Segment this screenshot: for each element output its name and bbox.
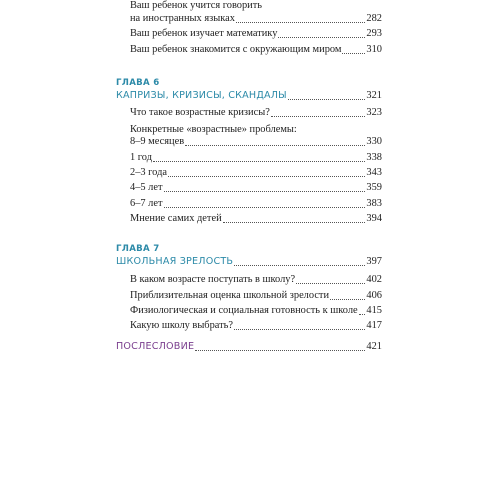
page-number: 310 <box>366 44 382 55</box>
toc-item-label: Какую школу выбрать? <box>130 320 234 331</box>
dot-leader <box>164 207 366 208</box>
dot-leader <box>236 22 366 23</box>
toc-entry[interactable] <box>130 213 382 225</box>
toc-item-label: Ваш ребенок знакомится с окружающим миром <box>130 44 342 55</box>
page-number: 415 <box>366 305 382 316</box>
dot-leader <box>195 350 365 351</box>
toc-entry[interactable] <box>130 136 382 148</box>
toc-item-label: 4–5 лет <box>130 182 163 193</box>
dot-leader <box>271 116 366 117</box>
toc-item-label: 2–3 года <box>130 167 167 178</box>
dot-leader <box>185 145 365 146</box>
toc-item-label: на иностранных языках <box>130 13 235 24</box>
dot-leader <box>153 161 365 162</box>
page-number: 321 <box>366 90 382 101</box>
toc-entry[interactable] <box>130 13 382 25</box>
page-number: 330 <box>366 136 382 147</box>
page-number: 293 <box>366 28 382 39</box>
toc-entry[interactable] <box>130 107 382 119</box>
toc-entry[interactable] <box>130 320 382 332</box>
toc-item-label: В каком возрасте поступать в школу? <box>130 274 296 285</box>
afterword-entry[interactable] <box>116 341 382 353</box>
toc-entry[interactable] <box>130 198 382 210</box>
page-number: 421 <box>366 341 382 352</box>
toc-item-label: 1 год <box>130 152 152 163</box>
dot-leader <box>168 176 365 177</box>
dot-leader <box>330 299 365 300</box>
toc-item-label: Физиологическая и социальная готовность к школе <box>130 305 358 316</box>
dot-leader <box>234 329 365 330</box>
toc-item-label: Приблизительная оценка школьной зрелости <box>130 290 330 301</box>
dot-leader <box>278 37 365 38</box>
page-number: 359 <box>366 182 382 193</box>
toc-entry[interactable] <box>130 290 382 302</box>
chapter-7-tag: ГЛАВА 7 <box>116 244 160 254</box>
chapter-6-tag: ГЛАВА 6 <box>116 78 160 88</box>
toc-item-label: Что такое возрастные кризисы? <box>130 107 270 118</box>
toc-entry[interactable] <box>130 182 382 194</box>
dot-leader <box>342 53 365 54</box>
chapter-7-title-entry[interactable] <box>116 256 382 268</box>
dot-leader <box>288 99 366 100</box>
dot-leader <box>296 283 365 284</box>
toc-item-label: 8–9 месяцев <box>130 136 185 147</box>
page-number: 417 <box>366 320 382 331</box>
toc-entry[interactable] <box>130 305 382 317</box>
page-number: 406 <box>366 290 382 301</box>
page-number: 282 <box>366 13 382 24</box>
toc-item-label: Ваш ребенок изучает математику <box>130 28 278 39</box>
chapter-6-title-entry[interactable] <box>116 90 382 102</box>
toc-item-label: Ваш ребенок учится говорить <box>130 0 263 11</box>
toc-entry[interactable] <box>130 167 382 179</box>
page-number: 383 <box>366 198 382 209</box>
toc-entry[interactable] <box>130 152 382 164</box>
page-number: 343 <box>366 167 382 178</box>
page-number: 323 <box>366 107 382 118</box>
toc-subheading: Конкретные «возрастные» проблемы: <box>130 124 297 135</box>
chapter-6-title: КАПРИЗЫ, КРИЗИСЫ, СКАНДАЛЫ <box>116 90 287 101</box>
dot-leader <box>223 222 366 223</box>
toc-entry[interactable] <box>130 274 382 286</box>
afterword-title: ПОСЛЕСЛОВИЕ <box>116 341 195 352</box>
toc-item-label: 6–7 лет <box>130 198 163 209</box>
dot-leader <box>359 314 366 315</box>
page-number: 394 <box>366 213 382 224</box>
dot-leader <box>234 265 365 266</box>
page-number: 402 <box>366 274 382 285</box>
dot-leader <box>164 191 366 192</box>
toc-entry[interactable] <box>130 28 382 40</box>
page-number: 397 <box>366 256 382 267</box>
toc-entry[interactable] <box>130 44 382 56</box>
page-number: 338 <box>366 152 382 163</box>
toc-item-label: Мнение самих детей <box>130 213 222 224</box>
chapter-7-title: ШКОЛЬНАЯ ЗРЕЛОСТЬ <box>116 256 234 267</box>
